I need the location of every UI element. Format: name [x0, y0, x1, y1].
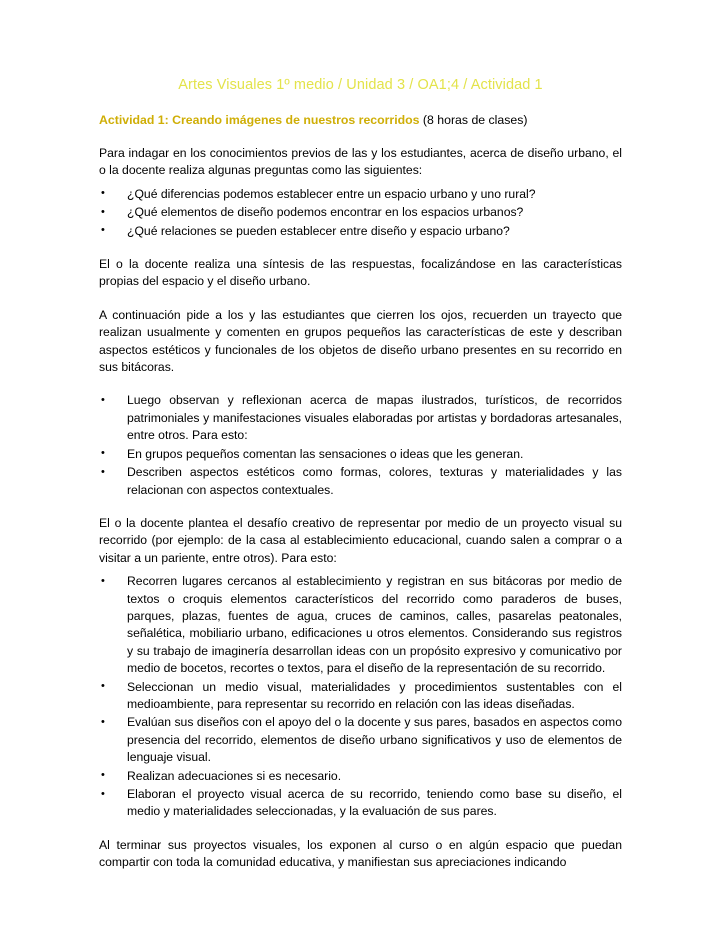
page-title: Artes Visuales 1º medio / Unidad 3 / OA1;4 / Actividad 1 [178, 77, 543, 93]
paragraph-intro: Para indagar en los conocimientos previos de las y los estudiantes, acerca de diseño urbano, el o la docente realiza algunas preguntas como las siguientes: [99, 146, 622, 178]
paragraph-continuacion: A continuación pide a los y las estudiantes que cierren los ojos, recuerden un trayecto que realizan usualmente y comenten en grupos pequeños las características de este y describan aspectos estéticos y funcionales de los objetos de diseño urbano presentes en su recorrido en sus bitácoras. [99, 307, 622, 375]
list-item: • Realizan adecuaciones si es necesario. [99, 768, 622, 785]
list-item: • Elaboran el proyecto visual acerca de su recorrido, teniendo como base su diseño, el medio y materialidades seleccionadas, y la evaluación de sus pares. [99, 786, 622, 821]
list-item: • ¿Qué relaciones se pueden establecer entre diseño y espacio urbano? [99, 223, 622, 240]
activity-heading [99, 112, 622, 128]
list-item: • ¿Qué elementos de diseño podemos encontrar en los espacios urbanos? [99, 204, 622, 221]
list-item: • Recorren lugares cercanos al establecimiento y registran en sus bitácoras por medio de textos o croquis elementos característicos del recorrido como paraderos de buses, parques, plazas, fuentes de agua, cruces de caminos, calles, pasarelas peatonales, señalética, mobiliario urbano, edificaciones u otros elementos. Considerando sus registros y su trabajo de imaginería desarrollan ideas con un propósito expresivo y comunicativo por medio de bocetos, recortes o textos, para el diseño de la representación de su recorrido. [99, 573, 622, 677]
document-content [99, 76, 622, 888]
activity-heading-label: Actividad 1: Creando imágenes de nuestros recorridos [99, 113, 420, 127]
paragraph-cierre: Al terminar sus proyectos visuales, los exponen al curso o en algún espacio que puedan compartir con toda la comunidad educativa, y manifiestan sus apreciaciones indicando [99, 837, 622, 870]
list-item: • ¿Qué diferencias podemos establecer entre un espacio urbano y uno rural? [99, 186, 622, 203]
list-item: • Evalúan sus diseños con el apoyo del o la docente y sus pares, basados en aspectos como presencia del recorrido, elementos de diseño urbano significativos y uso de elementos de lenguaje visual. [99, 714, 622, 766]
paragraph-sintesis: El o la docente realiza una síntesis de las respuestas, focalizándose en las características propias del espacio y el diseño urbano. [99, 257, 622, 289]
activity-heading-hours: (8 horas de clases) [419, 113, 528, 127]
list-item: • Luego observan y reflexionan acerca de mapas ilustrados, turísticos, de recorridos patrimoniales y manifestaciones visuales elaboradas por artistas y bordadoras artesanales, entre otros. Para esto: [99, 392, 622, 444]
project-list [99, 573, 622, 821]
questions-list [99, 186, 622, 240]
list-item: • En grupos pequeños comentan las sensaciones o ideas que les generan. [99, 446, 622, 463]
paragraph-desafio: El o la docente plantea el desafío creativo de representar por medio de un proyecto visual su recorrido (por ejemplo: de la casa al establecimiento educacional, cuando salen a comprar o a visitar a un pariente, entre otros). Para esto: [99, 515, 622, 565]
list-item: • Describen aspectos estéticos como formas, colores, texturas y materialidades y las relacionan con aspectos contextuales. [99, 464, 622, 499]
list-item: • Seleccionan un medio visual, materialidades y procedimientos sustentables con el medioambiente, para representar su recorrido en relación con las ideas diseñadas. [99, 679, 622, 714]
observation-list [99, 392, 622, 498]
